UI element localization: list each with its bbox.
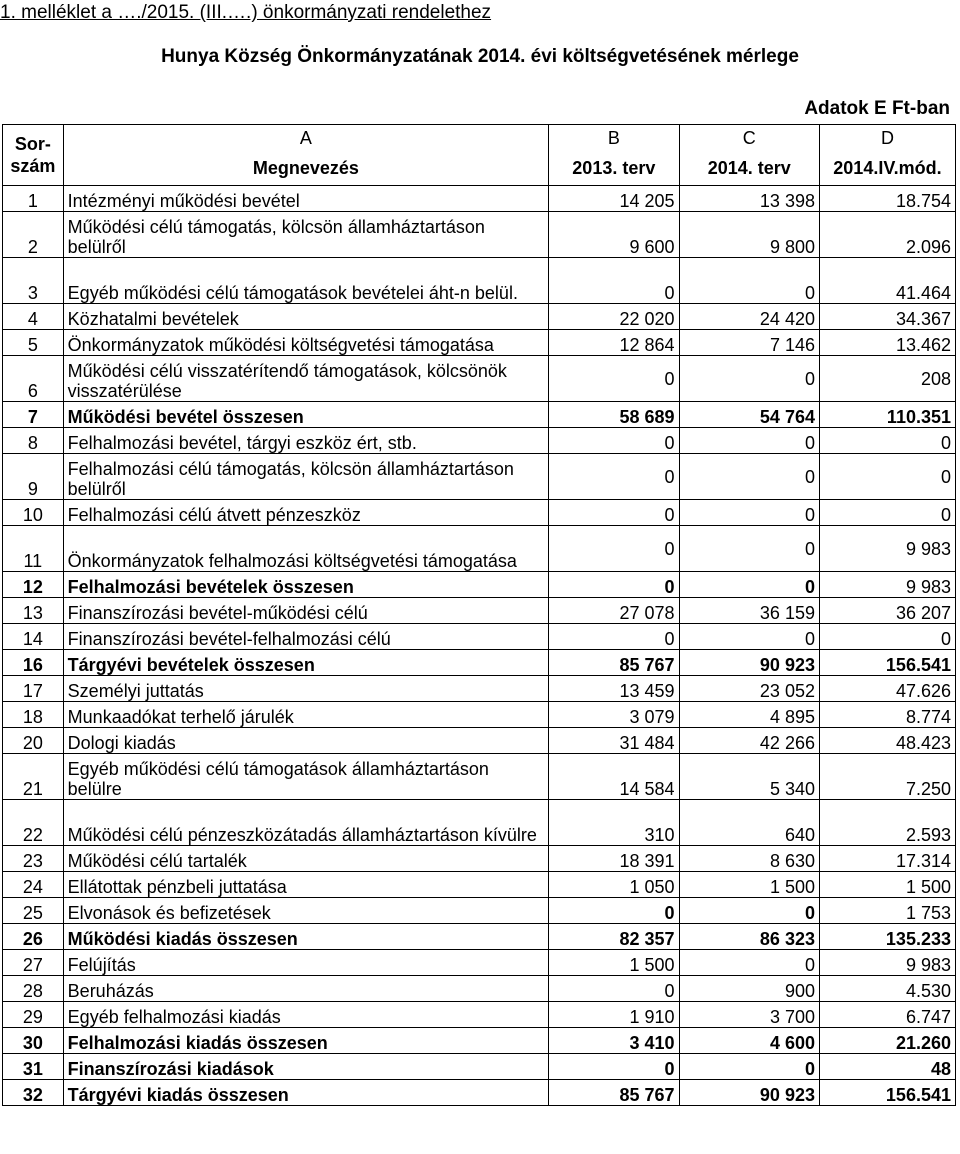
row-value-c: 54 764 [679,402,819,428]
row-value-c: 23 052 [679,676,819,702]
row-number: 20 [3,728,64,754]
row-value-c: 42 266 [679,728,819,754]
row-value-b: 12 864 [549,330,679,356]
row-value-d: 0 [819,500,955,526]
table-row [3,800,956,846]
table-row [3,428,956,454]
row-label: Ellátottak pénzbeli juttatása [63,872,548,898]
row-number: 23 [3,846,64,872]
row-value-c: 8 630 [679,846,819,872]
row-value-b: 22 020 [549,304,679,330]
table-row [3,676,956,702]
row-value-c: 0 [679,526,819,572]
row-label: Működési célú tartalék [63,846,548,872]
row-value-b: 0 [549,356,679,402]
row-label: Elvonások és befizetések [63,898,548,924]
row-number: 17 [3,676,64,702]
table-row [3,1080,956,1106]
row-value-b: 27 078 [549,598,679,624]
table-row [3,924,956,950]
table-row [3,186,956,212]
row-value-d: 2.593 [819,800,955,846]
row-value-d: 1 753 [819,898,955,924]
row-label: Önkormányzatok működési költségvetési támogatása [63,330,548,356]
row-value-d: 34.367 [819,304,955,330]
sorszam-header-text: Sor-szám [10,134,56,176]
table-row [3,1054,956,1080]
row-label: Egyéb felhalmozási kiadás [63,1002,548,1028]
row-number: 24 [3,872,64,898]
row-label: Felhalmozási kiadás összesen [63,1028,548,1054]
row-value-b: 9 600 [549,212,679,258]
budget-table [2,124,956,1106]
row-value-c: 0 [679,428,819,454]
table-row [3,950,956,976]
row-value-d: 36 207 [819,598,955,624]
row-value-b: 13 459 [549,676,679,702]
row-value-d: 47.626 [819,676,955,702]
row-value-d: 156.541 [819,1080,955,1106]
row-value-d: 0 [819,428,955,454]
row-value-b: 0 [549,1054,679,1080]
row-value-c: 3 700 [679,1002,819,1028]
row-label: Önkormányzatok felhalmozási költségvetési támogatása [63,526,548,572]
row-value-b: 3 079 [549,702,679,728]
row-label: Intézményi működési bevétel [63,186,548,212]
b-header: 2013. terv [549,151,679,186]
table-row [3,304,956,330]
row-value-b: 3 410 [549,1028,679,1054]
row-value-c: 4 895 [679,702,819,728]
row-value-d: 9 983 [819,950,955,976]
row-value-d: 41.464 [819,258,955,304]
row-value-b: 0 [549,976,679,1002]
table-row [3,258,956,304]
table-row [3,976,956,1002]
row-value-c: 4 600 [679,1028,819,1054]
row-value-c: 900 [679,976,819,1002]
row-value-d: 18.754 [819,186,955,212]
row-label: Felhalmozási célú támogatás, kölcsön államháztartáson belülről [63,454,548,500]
row-value-b: 0 [549,454,679,500]
row-number: 22 [3,800,64,846]
row-label: Működési célú pénzeszközátadás államháztartáson kívülre [63,800,548,846]
row-label: Felhalmozási bevétel, tárgyi eszköz ért, stb. [63,428,548,454]
row-value-c: 36 159 [679,598,819,624]
row-value-c: 7 146 [679,330,819,356]
row-value-c: 90 923 [679,650,819,676]
row-value-c: 86 323 [679,924,819,950]
unit-label: Adatok E Ft-ban [804,98,950,119]
row-label: Működési bevétel összesen [63,402,548,428]
row-label: Egyéb működési célú támogatások államháztartáson belülre [63,754,548,800]
row-label: Finanszírozási bevétel-működési célú [63,598,548,624]
megnevezes-header: Megnevezés [63,151,548,186]
row-label: Működési kiadás összesen [63,924,548,950]
row-number: 27 [3,950,64,976]
row-label: Dologi kiadás [63,728,548,754]
row-label: Finanszírozási kiadások [63,1054,548,1080]
row-value-b: 0 [549,500,679,526]
row-value-b: 85 767 [549,650,679,676]
sorszam-header [3,125,64,186]
row-value-b: 18 391 [549,846,679,872]
row-label: Közhatalmi bevételek [63,304,548,330]
row-value-c: 640 [679,800,819,846]
table-row [3,212,956,258]
d-header: 2014.IV.mód. [819,151,955,186]
row-label: Tárgyévi bevételek összesen [63,650,548,676]
row-number: 26 [3,924,64,950]
row-value-b: 31 484 [549,728,679,754]
row-number: 12 [3,572,64,598]
column-letter-b: B [549,125,679,152]
column-letter-a: A [63,125,548,152]
row-number: 9 [3,454,64,500]
row-value-d: 135.233 [819,924,955,950]
row-label: Felhalmozási bevételek összesen [63,572,548,598]
table-row [3,624,956,650]
table-row [3,728,956,754]
row-value-b: 14 205 [549,186,679,212]
row-value-c: 0 [679,898,819,924]
row-value-c: 13 398 [679,186,819,212]
row-value-b: 0 [549,572,679,598]
row-value-b: 0 [549,898,679,924]
row-number: 1 [3,186,64,212]
row-value-b: 85 767 [549,1080,679,1106]
row-value-c: 9 800 [679,212,819,258]
row-number: 4 [3,304,64,330]
row-value-c: 0 [679,1054,819,1080]
row-value-d: 21.260 [819,1028,955,1054]
row-number: 14 [3,624,64,650]
row-value-c: 0 [679,356,819,402]
row-value-d: 9 983 [819,526,955,572]
row-number: 16 [3,650,64,676]
row-number: 25 [3,898,64,924]
table-row [3,330,956,356]
row-number: 28 [3,976,64,1002]
row-number: 8 [3,428,64,454]
row-value-d: 9 983 [819,572,955,598]
row-value-c: 90 923 [679,1080,819,1106]
row-number: 13 [3,598,64,624]
header-line: 1. melléklet a …./2015. (III.….) önkormányzati rendelethez [0,2,492,23]
row-label: Finanszírozási bevétel-felhalmozási célú [63,624,548,650]
row-value-d: 13.462 [819,330,955,356]
row-value-d: 1 500 [819,872,955,898]
page-title: Hunya Község Önkormányzatának 2014. évi költségvetésének mérlege [161,46,799,67]
table-row [3,454,956,500]
row-value-c: 5 340 [679,754,819,800]
row-value-b: 0 [549,258,679,304]
table-row [3,872,956,898]
table-row [3,572,956,598]
table-row [3,526,956,572]
row-label: Munkaadókat terhelő járulék [63,702,548,728]
row-number: 18 [3,702,64,728]
row-label: Beruházás [63,976,548,1002]
table-row [3,754,956,800]
row-value-b: 1 050 [549,872,679,898]
row-value-d: 156.541 [819,650,955,676]
row-value-d: 17.314 [819,846,955,872]
row-label: Felhalmozási célú átvett pénzeszköz [63,500,548,526]
row-value-c: 24 420 [679,304,819,330]
row-label: Működési célú támogatás, kölcsön államháztartáson belülről [63,212,548,258]
table-row [3,1028,956,1054]
row-value-c: 0 [679,624,819,650]
column-header-row [3,151,956,186]
row-value-d: 0 [819,624,955,650]
table-row [3,356,956,402]
row-number: 11 [3,526,64,572]
row-value-c: 0 [679,500,819,526]
column-letter-d: D [819,125,955,152]
row-value-d: 48 [819,1054,955,1080]
row-value-c: 0 [679,454,819,500]
table-row [3,500,956,526]
row-value-b: 58 689 [549,402,679,428]
row-number: 29 [3,1002,64,1028]
row-value-d: 208 [819,356,955,402]
column-letter-c: C [679,125,819,152]
row-number: 30 [3,1028,64,1054]
row-value-c: 0 [679,258,819,304]
row-number: 32 [3,1080,64,1106]
table-row [3,598,956,624]
row-value-d: 48.423 [819,728,955,754]
row-number: 31 [3,1054,64,1080]
row-value-d: 0 [819,454,955,500]
row-value-b: 14 584 [549,754,679,800]
row-value-b: 0 [549,526,679,572]
row-label: Személyi juttatás [63,676,548,702]
row-number: 5 [3,330,64,356]
table-row [3,846,956,872]
row-value-d: 2.096 [819,212,955,258]
table-row [3,898,956,924]
row-value-d: 4.530 [819,976,955,1002]
row-value-c: 0 [679,572,819,598]
row-number: 2 [3,212,64,258]
row-value-c: 0 [679,950,819,976]
row-label: Tárgyévi kiadás összesen [63,1080,548,1106]
column-letters-row [3,125,956,152]
row-value-b: 1 500 [549,950,679,976]
row-number: 21 [3,754,64,800]
row-number: 3 [3,258,64,304]
row-value-c: 1 500 [679,872,819,898]
table-row [3,702,956,728]
row-value-b: 310 [549,800,679,846]
row-number: 7 [3,402,64,428]
row-label: Egyéb működési célú támogatások bevételei áht-n belül. [63,258,548,304]
row-value-d: 6.747 [819,1002,955,1028]
row-value-d: 8.774 [819,702,955,728]
row-value-b: 0 [549,428,679,454]
row-label: Működési célú visszatérítendő támogatások, kölcsönök visszatérülése [63,356,548,402]
row-number: 6 [3,356,64,402]
table-row [3,1002,956,1028]
row-value-b: 0 [549,624,679,650]
c-header: 2014. terv [679,151,819,186]
row-value-d: 7.250 [819,754,955,800]
table-row [3,402,956,428]
table-row [3,650,956,676]
row-value-b: 82 357 [549,924,679,950]
row-value-b: 1 910 [549,1002,679,1028]
row-number: 10 [3,500,64,526]
row-value-d: 110.351 [819,402,955,428]
row-label: Felújítás [63,950,548,976]
